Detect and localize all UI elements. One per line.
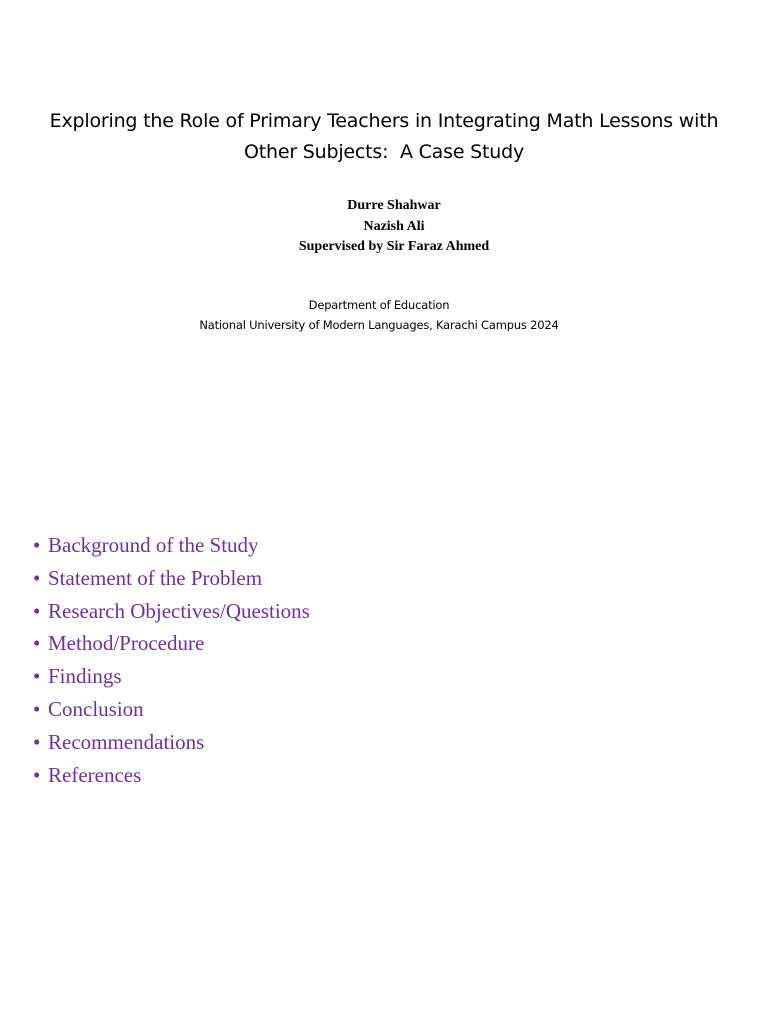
bullet-icon: • — [33, 696, 41, 721]
bullet-icon: • — [33, 729, 41, 754]
list-item — [33, 595, 310, 628]
list-item — [33, 529, 310, 562]
author-name: Nazish Ali — [363, 218, 425, 234]
list-item — [33, 562, 310, 595]
list-item-label: Findings — [48, 664, 122, 689]
list-item — [33, 627, 310, 660]
author-name: Durre Shahwar — [347, 198, 441, 213]
list-item — [33, 693, 310, 726]
bullet-icon: • — [33, 598, 41, 623]
document-title — [20, 106, 748, 168]
list-item-label: Recommendations — [48, 729, 205, 754]
bullet-icon: • — [33, 533, 41, 557]
bullet-icon: • — [33, 631, 41, 656]
bullet-icon: • — [33, 664, 41, 689]
list-item-label: Statement of the Problem — [48, 565, 263, 590]
supervisor-name: Supervised by Sir Faraz Ahmed — [298, 239, 490, 254]
title-line-1: Exploring the Role of Primary Teachers in Integrating Math Lessons with — [49, 110, 719, 132]
list-item-label: Conclusion — [48, 696, 144, 721]
author-block — [0, 196, 768, 258]
list-item-label: References — [48, 762, 142, 787]
affiliation-block — [0, 295, 758, 335]
university-name: National University of Modern Languages, Karachi Campus 2024 — [199, 318, 559, 332]
list-item-label: Background of the Study — [48, 533, 259, 557]
title-line-2: Other Subjects: A Case Study — [243, 141, 525, 163]
list-item — [33, 660, 310, 693]
list-item — [33, 726, 310, 759]
department-name: Department of Education — [308, 298, 450, 312]
list-item — [33, 759, 310, 792]
list-item-label: Method/Procedure — [48, 631, 205, 656]
list-item-label: Research Objectives/Questions — [48, 598, 310, 623]
contents-list — [33, 529, 310, 791]
bullet-icon: • — [33, 762, 41, 787]
bullet-icon: • — [33, 565, 41, 590]
